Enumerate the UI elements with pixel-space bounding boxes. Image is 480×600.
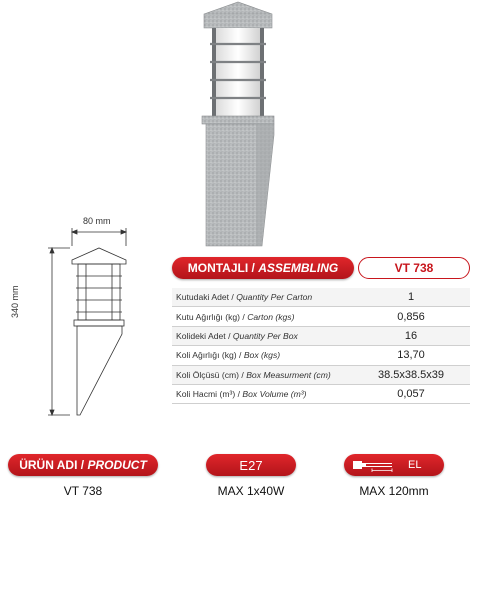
product-label-en: PRODUCT xyxy=(87,458,147,472)
spec-label: Koli Ölçüsü (cm) / Box Measurment (cm) xyxy=(176,369,331,380)
spec-label: Kutu Ağırlığı (kg) / Carton (kgs) xyxy=(176,311,295,322)
table-row xyxy=(172,307,470,326)
spec-label: Koli Ağırlığı (kg) / Box (kgs) xyxy=(176,350,281,361)
spec-label: Kutudaki Adet / Quantity Per Carton xyxy=(176,292,313,303)
width-dimension-label: 80 mm xyxy=(83,216,111,226)
spec-label: Kolideki Adet / Quantity Per Box xyxy=(176,330,298,341)
lamp-technical-drawing xyxy=(30,210,160,425)
spec-value: 38.5x38.5x39 xyxy=(377,368,445,381)
table-row xyxy=(172,346,470,365)
product-name-value: VT 738 xyxy=(63,484,103,498)
table-row xyxy=(172,385,470,404)
assembling-label-en: ASSEMBLING xyxy=(258,261,339,275)
spec-value: 13,70 xyxy=(397,349,425,362)
spec-value: 0,057 xyxy=(397,388,425,401)
bulb-type-badge: E27 xyxy=(206,454,296,476)
table-row xyxy=(172,327,470,346)
spec-table xyxy=(172,288,470,404)
product-name-badge: ÜRÜN ADI / PRODUCT xyxy=(8,454,158,476)
spec-value: 0,856 xyxy=(397,310,425,323)
height-dimension-label: 340 mm xyxy=(10,285,20,318)
product-code-badge: VT 738 xyxy=(358,257,470,279)
cable-badge xyxy=(344,454,444,476)
table-row xyxy=(172,366,470,385)
bulb-power-value: MAX 1x40W xyxy=(217,484,285,498)
assembling-label-tr: MONTAJLI xyxy=(187,261,249,275)
table-row xyxy=(172,288,470,307)
spec-label: Koli Hacmi (m³) / Box Volume (m³) xyxy=(176,389,307,400)
product-label-tr: ÜRÜN ADI xyxy=(19,458,78,472)
spec-value: 16 xyxy=(404,329,418,342)
cable-icon xyxy=(352,458,396,472)
lamp-photo xyxy=(188,0,288,250)
cable-label: EL xyxy=(408,459,422,471)
assembling-badge: MONTAJLI / ASSEMBLING xyxy=(172,257,354,279)
cable-length-value: MAX 120mm xyxy=(359,484,429,498)
spec-value: 1 xyxy=(407,291,415,304)
